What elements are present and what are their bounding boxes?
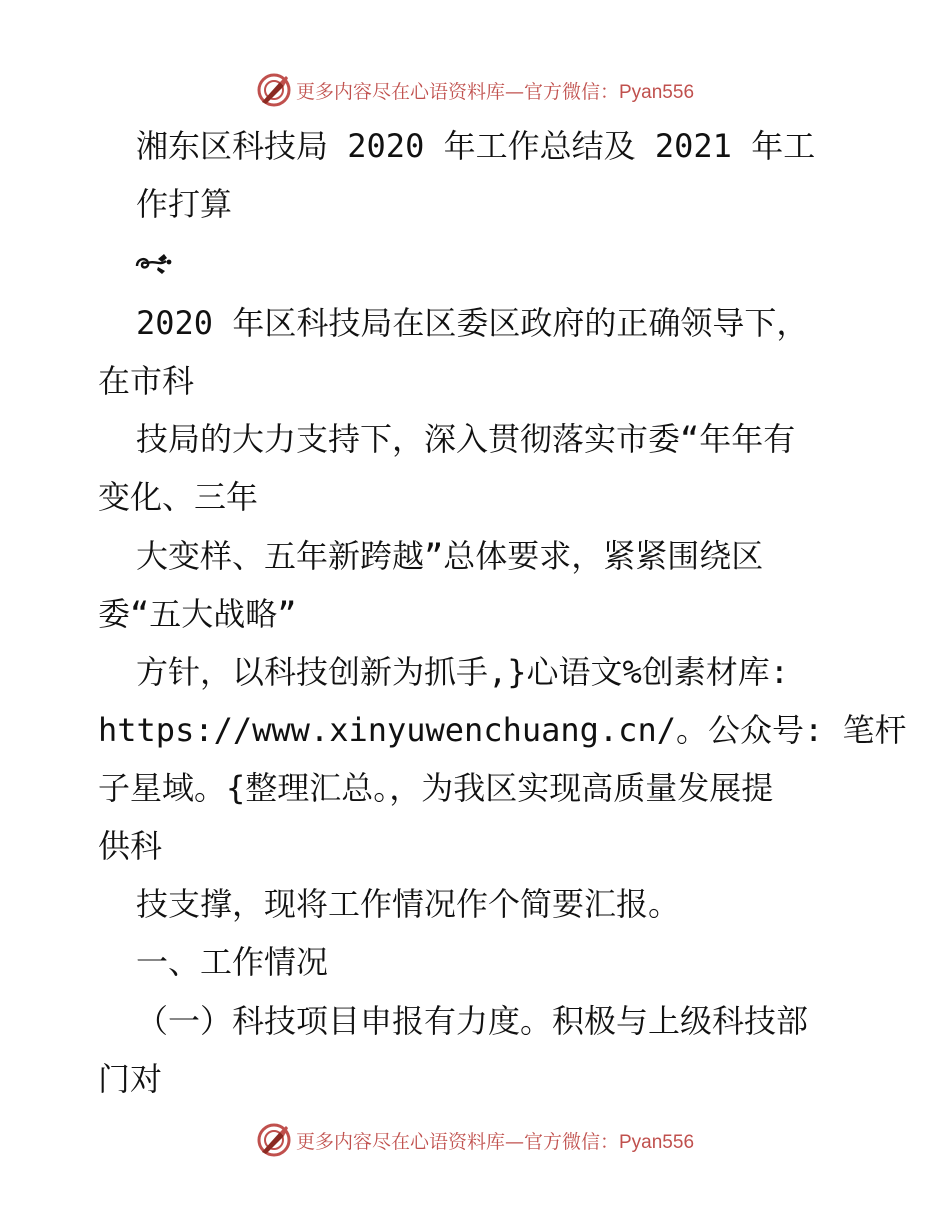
body-line: 变化、三年 [98,478,259,516]
body-line: 2020 年区科技局在区委区政府的正确领导下， [136,304,809,342]
pen-logo-icon [256,72,292,108]
ornament-icon [134,250,174,276]
body-line: 技局的大力支持下，深入贯彻落实市委“年年有 [136,420,796,458]
header-banner [0,70,950,110]
body-line: 技支撑，现将工作情况作个简要汇报。 [136,885,681,923]
body-line: 方针，以科技创新为抓手,}心语文%创素材库: [136,653,790,691]
subsection-heading: （一）科技项目申报有力度。积极与上级科技部 [136,1002,809,1040]
section-heading: 一、工作情况 [136,943,329,981]
body-line: 子星域。{整理汇总。，为我区实现高质量发展提 [98,769,774,807]
body-line: 供科 [98,827,163,865]
body-line: 在市科 [98,362,195,400]
body-line: 委“五大战略” [98,595,297,633]
banner-text: 更多内容尽在心语资料库—官方微信：Pyan556 [295,80,695,103]
wechat-id: Pyan556 [619,1131,695,1153]
document-title-line-1: 湘东区科技局 2020 年工作总结及 2021 年工 [136,127,816,165]
document-title-line-2: 作打算 [136,185,233,223]
pen-logo-icon [256,1122,292,1158]
body-line: https://www.xinyuwenchuang.cn/。公众号: 笔杆 [98,711,907,749]
body-line: 门对 [98,1060,163,1098]
wechat-id: Pyan556 [619,81,695,103]
banner-text: 更多内容尽在心语资料库—官方微信：Pyan556 [295,1130,695,1153]
footer-banner [0,1120,950,1160]
body-line: 大变样、五年新跨越”总体要求，紧紧围绕区 [136,537,764,575]
